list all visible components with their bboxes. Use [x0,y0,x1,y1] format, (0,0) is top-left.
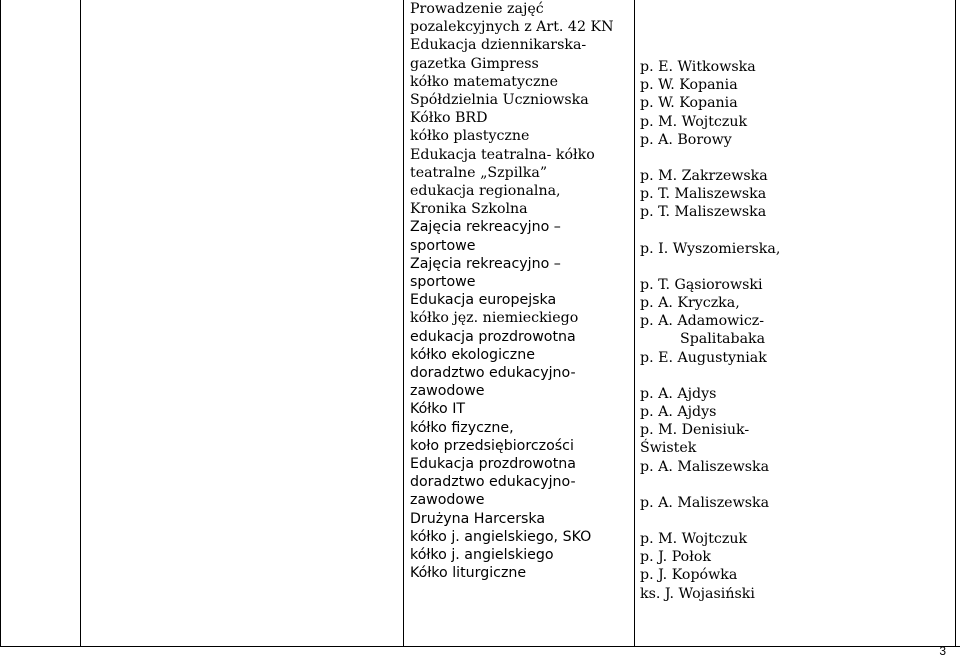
teacher-line: p. J. Połok [640,549,711,566]
teacher-line: p. E. Witkowska [640,59,756,75]
teacher-gap [640,367,950,385]
subject-line: edukacja regionalna, [410,183,561,200]
teacher-line: Spalitabaka [680,331,766,348]
subject-line: kółko j. angielskiego, SKO [410,528,592,545]
teacher-line: p. A. Ajdys [640,404,717,421]
subject-line: gazetka Gimpress [410,55,539,72]
teacher-line: p. A. Maliszewska [640,494,770,511]
column-divider [955,0,956,646]
subject-line: kółko ekologiczne [410,346,535,363]
teacher-line: ks. J. Wojasiński [640,585,755,602]
teacher-line: p. A. Borowy [640,131,732,148]
subject-line: Zajęcia rekreacyjno – [410,255,561,272]
subject-line: koło przedsiębiorczości [410,437,574,454]
teacher-line: p. I. Wyszomierska, [640,240,781,257]
subject-line: Kółko BRD [410,110,488,127]
teacher-line: p. J. Kopówka [640,567,738,584]
subject-line: zawodowe [410,383,485,400]
subject-line: doradztwo edukacyjno- [410,474,576,491]
column-divider [634,0,635,646]
teacher-gap [640,149,950,167]
teacher-line: p. W. Kopania [640,77,738,94]
teacher-gap [640,222,950,240]
subject-line: Edukacja teatralna- kółko [410,146,595,163]
teacher-line: p. A. Ajdys [640,385,717,402]
teacher-line: Świstek [640,440,697,457]
subject-line: sportowe [410,274,476,291]
subject-line: Edukacja prozdrowotna [410,456,576,473]
teacher-line: p. A. Adamowicz- [640,313,765,330]
teacher-line: p. A. Maliszewska [640,458,770,475]
subject-line: kółko plastyczne [410,128,530,145]
teachers-column [640,58,950,603]
teacher-line: p. T. Gąsiorowski [640,276,763,293]
teacher-line: p. M. Wojtczuk [640,113,748,130]
subject-line: Zajęcia rekreacyjno – [410,219,561,236]
page-number: 3 [939,644,946,658]
subject-line: kółko j. angielskiego [410,547,554,564]
subject-line: sportowe [410,237,476,254]
teacher-line: p. M. Zakrzewska [640,168,768,185]
teacher-gap [640,258,950,276]
teacher-line: p. A. Kryczka, [640,295,740,312]
subject-line: Edukacja europejska [410,292,557,309]
subject-line: Kronika Szkolna [410,201,528,218]
teacher-gap [640,512,950,530]
subject-line: kółko fizyczne, [410,419,514,436]
subject-line: Drużyna Harcerska [410,510,546,527]
subject-line: pozalekcyjnych z Art. 42 KN [410,19,614,36]
subject-line: Kółko IT [410,401,466,418]
column-divider [403,0,404,646]
teacher-gap [640,476,950,494]
teacher-line: p. E. Augustyniak [640,349,767,366]
teacher-line: p. M. Wojtczuk [640,531,748,548]
teacher-line: p. T. Maliszewska [640,186,767,203]
subject-line: teatralne „Szpilka” [410,164,548,181]
teacher-line: p. M. Denisiuk- [640,422,750,439]
teacher-line: p. W. Kopania [640,95,738,112]
subject-line: doradztwo edukacyjno- [410,365,576,382]
teacher-line: p. T. Maliszewska [640,204,767,221]
subject-line: kółko jęz. niemieckiego [410,310,579,327]
subject-line: edukacja prozdrowotna [410,328,576,345]
subject-line: Edukacja dziennikarska- [410,37,587,54]
column-divider [80,0,81,646]
subject-line: Prowadzenie zajęć [410,1,544,17]
subjects-column [410,0,632,583]
subject-line: kółko matematyczne [410,73,558,90]
subject-line: zawodowe [410,492,485,509]
column-divider [0,0,1,646]
subject-line: Kółko liturgiczne [410,565,527,582]
subject-line: Spółdzielnia Uczniowska [410,92,589,109]
